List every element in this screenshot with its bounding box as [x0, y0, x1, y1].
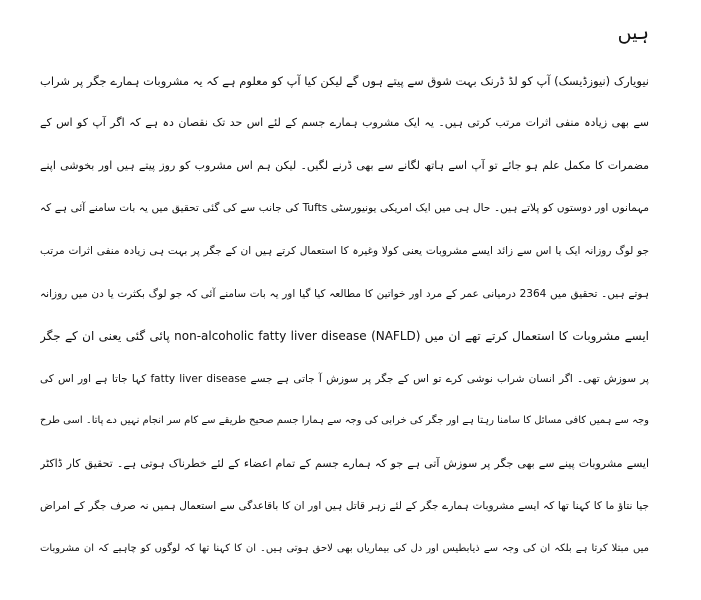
article-line: سے بھی زیادہ منفی اثرات مرتب کرتی ہیں۔ یہ ایک مشروب ہمارے جسم کے لئے اس حد تک نقصان دہ ہے کہ اگر آپ کو اس کے [40, 116, 649, 129]
article-line: جو لوگ روزانہ ایک یا اس سے زائد ایسے مشروبات یعنی کولا وغیرہ کا استعمال کرتے ہیں ان کے جگر پر بہت ہی زیادہ منفی اثرات مرتب [40, 245, 649, 257]
article-line: ہیں [617, 22, 649, 44]
article-line: ایسے مشروبات پینے سے بھی جگر پر سوزش آتی ہے جو کہ ہمارے جسم کے تمام اعضاء کے لئے خطرناک ہوتی ہے۔ تحقیق کار ڈاکٹر [40, 457, 649, 470]
article-line: مہمانوں اور دوستوں کو پلاتے ہیں۔ حال ہی میں ایک امریکی یونیورسٹی Tufts کی جانب سے کی گئی تحقیق میں یہ بات سامنے آئی ہے کہ [40, 202, 649, 214]
article-line: ایسے مشروبات کا استعمال کرتے تھے ان میں (NAFLD) non-alcoholic fatty liver disease پائی گئی یعنی ان کے جگر [40, 329, 649, 343]
article-line: میں مبتلا کرتا ہے بلکہ ان کی وجہ سے ذیابطیس اور دل کی بیماریاں بھی لاحق ہوتی ہیں۔ ان کا کہنا تھا کہ لوگوں کو چاہیے کہ ان مشروبات [40, 543, 649, 554]
article-line: پر سوزش تھی۔ اگر انسان شراب نوشی کرے تو اس کے جگر پر سوزش آ جاتی ہے جسے fatty liver disease کہا جاتا ہے اور اس کی [40, 373, 649, 385]
article-line: ہوتے ہیں۔ تحقیق میں 2364 درمیانی عمر کے مرد اور خواتین کا مطالعہ کیا گیا اور یہ بات سامنے آئی کہ جو لوگ بکثرت یا دن میں روزانہ [40, 288, 649, 300]
article-line: نیویارک (نیوزڈیسک) آپ کو لڈ ڈرنک بہت شوق سے پیتے ہوں گے لیکن کیا آپ کو معلوم ہے کہ یہ مشروبات ہمارے جگر پر شراب [40, 74, 649, 88]
article-line: مضمرات کا مکمل علم ہو جائے تو آپ اسے ہاتھ لگانے سے بھی ڈرنے لگیں۔ لیکن ہم اس مشروب کو روز پیتے ہیں اور بخوشی اپنے [40, 159, 649, 172]
article-line: جیا نتاؤ ما کا کہنا تھا کہ ایسے مشروبات ہمارے جگر کے لئے زہر قاتل ہیں اور ان کا باقاعدگی سے استعمال ہمیں نہ صرف جگر کے امراض [40, 500, 649, 512]
article-line: وجہ سے ہمیں کافی مسائل کا سامنا رہتا ہے اور جگر کی خرابی کی وجہ سے ہمارا جسم صحیح طریقے سے کام سر انجام نہیں دے پاتا۔ اسی طرح [40, 415, 649, 426]
